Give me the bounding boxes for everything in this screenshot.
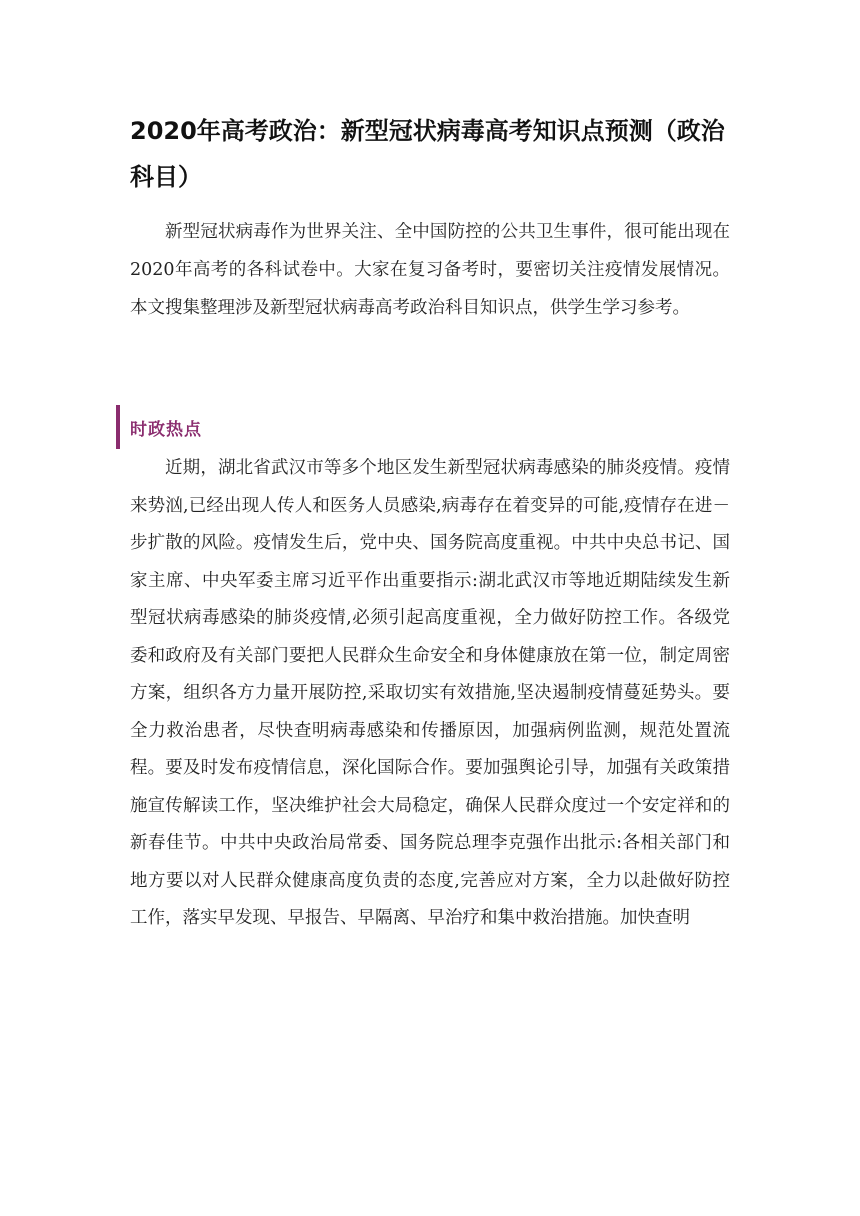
intro-paragraph: 新型冠状病毒作为世界关注、全中国防控的公共卫生事件，很可能出现在2020年高考的各科试卷中。大家在复习备考时，要密切关注疫情发展情况。本文搜集整理涉及新型冠状病毒高考政治科目知识点，供学生学习参考。	[130, 222, 730, 318]
section-heading	[116, 405, 202, 449]
section-body-paragraph: 近期，湖北省武汉市等多个地区发生新型冠状病毒感染的肺炎疫情。疫情来势汹,已经出现人传人和医务人员感染,病毒存在着变异的可能,疫情存在进－ 步扩散的风险。疫情发生后，党中央、国务院高度重视。中共中央总书记、国家主席、中央军委主席习近平作出重要指示:湖北武汉市等地近期陆续发生新型冠状病毒感染的肺炎疫情,必须引起高度重视，全力做好防控工作。各级党委和政府及有关部门要把人民群众生命安全和身体健康放在第一位，制定周密方案，组织各方力量开展防控,采取切实有效措施,坚决遏制疫情蔓延势头。要全力救治患者，尽快查明病毒感染和传播原因，加强病例监测，规范处置流程。要及时发布疫情信息，深化国际合作。要加强舆论引导，加强有关政策措施宣传解读工作，坚决维护社会大局稳定，确保人民群众度过一个安定祥和的新春佳节。中共中央政治局常委、国务院总理李克强作出批示:各相关部门和地方要以对人民群众健康高度负责的态度,完善应对方案，全力以赴做好防控工作，落实早发现、早报告、早隔离、早治疗和集中救治措施。加快查明	[130, 458, 730, 928]
section-heading-label: 时政热点	[130, 419, 202, 440]
document-title: 2020年高考政治：新型冠状病毒高考知识点预测（政治科目）	[130, 117, 725, 191]
